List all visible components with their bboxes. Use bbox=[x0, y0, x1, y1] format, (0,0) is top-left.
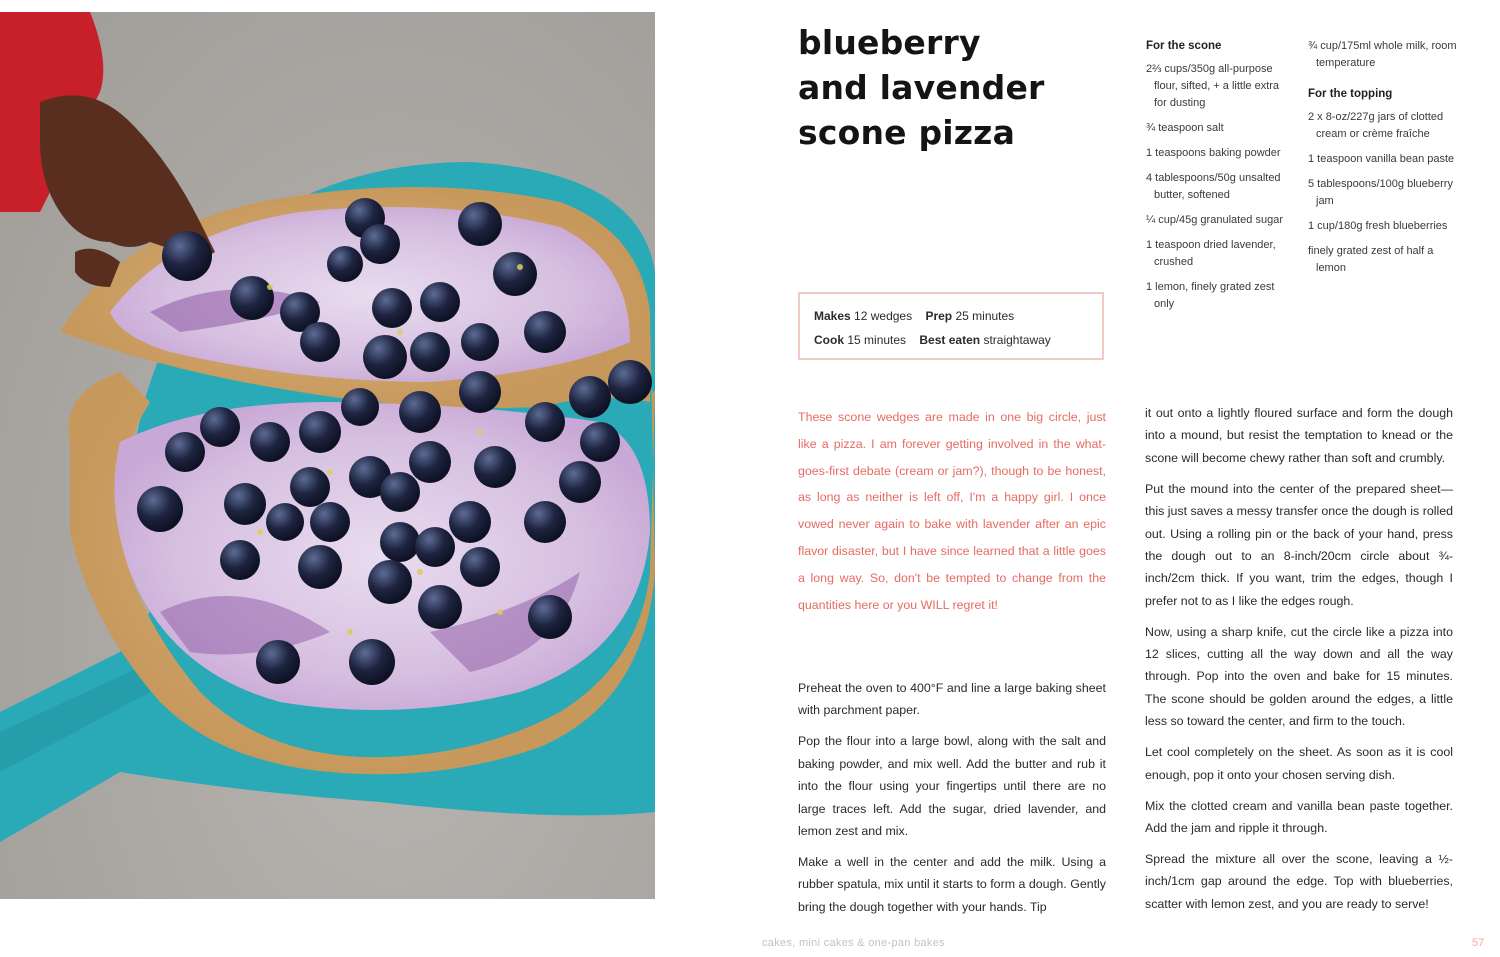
cook-label: Cook bbox=[814, 333, 844, 347]
method-step: it out onto a lightly floured surface and form the dough into a mound, but resist the temptation to knead or the scone will become chewy rather than soft and crumbly. bbox=[1145, 406, 1453, 465]
ingredient-item: 2 x 8-oz/227g jars of clotted cream or crème fraîche bbox=[1308, 111, 1444, 140]
method-step: Mix the clotted cream and vanilla bean paste together. Add the jam and ripple it through. bbox=[1145, 798, 1453, 835]
page-number: 57 bbox=[1472, 937, 1485, 949]
ingredient-item: 4 tablespoons/50g unsalted butter, softened bbox=[1146, 172, 1281, 201]
recipe-title-line-1: blueberry bbox=[798, 23, 981, 62]
method-step: Let cool completely on the sheet. As soon as it is cool enough, pop it onto your chosen serving dish. bbox=[1145, 745, 1453, 782]
running-footer: cakes, mini cakes & one-pan bakes bbox=[762, 937, 945, 949]
recipe-title bbox=[798, 20, 1118, 155]
prep-value: 25 minutes bbox=[955, 309, 1015, 323]
ingredient-item: ¼ cup/45g granulated sugar bbox=[1146, 214, 1283, 226]
ingredients-topping bbox=[1308, 38, 1458, 285]
recipe-title-line-2: and lavender bbox=[798, 68, 1045, 107]
recipe-info-box bbox=[798, 292, 1104, 360]
info-row-2 bbox=[814, 328, 1088, 352]
method-step: Spread the mixture all over the scone, leaving a ½-inch/1cm gap around the edge. Top with blueberries, scatter with lemon zest, and you are ready to serve! bbox=[1145, 851, 1453, 911]
prep-label: Prep bbox=[925, 309, 953, 323]
ingredient-item: 1 cup/180g fresh blueberries bbox=[1308, 220, 1448, 232]
method-step: Put the mound into the center of the prepared sheet—this just saves a messy transfer once the dough is rolled out. Using a rolling pin or the back of your hand, press the dough out to an 8-inch/20cm circle about ¾-inch/2cm thick. If you want, trim the edges, though I prefer not to as I like the edges rough. bbox=[1145, 481, 1453, 608]
ingredient-item: finely grated zest of half a lemon bbox=[1308, 245, 1434, 274]
recipe-intro: These scone wedges are made in one big circle, just like a pizza. I am forever getting involved in the what-goes-first debate (cream or jam?), though to be honest, as long as neither is left off, I'm a happy girl. I once vowed never again to bake with lavender after an epic flavor disaster, but I have since learned that a little goes a long way. So, don't be tempted to change from the quantities here or you WILL regret it! bbox=[798, 410, 1106, 612]
scone-heading: For the scone bbox=[1146, 40, 1222, 52]
topping-heading: For the topping bbox=[1308, 88, 1393, 100]
method-column-left bbox=[798, 677, 1106, 927]
makes-value: 12 wedges bbox=[854, 309, 913, 323]
ingredient-item: ¾ teaspoon salt bbox=[1146, 122, 1224, 134]
method-step: Preheat the oven to 400°F and line a large baking sheet with parchment paper. bbox=[798, 681, 1106, 718]
ingredient-item: 5 tablespoons/100g blueberry jam bbox=[1308, 178, 1453, 207]
ingredients-scone bbox=[1146, 38, 1294, 321]
best-label: Best eaten bbox=[919, 333, 981, 347]
method-step: Make a well in the center and add the milk. Using a rubber spatula, mix until it starts to form a dough. Gently bring the dough together with your hands. Tip bbox=[798, 854, 1106, 914]
recipe-title-line-3: scone pizza bbox=[798, 113, 1016, 152]
ingredient-item: 1 teaspoon dried lavender, crushed bbox=[1146, 239, 1276, 268]
ingredient-item: 1 teaspoon vanilla bean paste bbox=[1308, 153, 1455, 165]
ingredient-item: 1 teaspoons baking powder bbox=[1146, 147, 1281, 159]
method-column-right bbox=[1145, 402, 1453, 924]
ingredient-item: 2⅔ cups/350g all-purpose flour, sifted, + a little extra for dusting bbox=[1146, 63, 1280, 109]
cook-value: 15 minutes bbox=[847, 333, 907, 347]
info-row-1 bbox=[814, 304, 1088, 328]
ingredient-item: ¾ cup/175ml whole milk, room temperature bbox=[1308, 40, 1457, 69]
method-step: Pop the flour into a large bowl, along with the salt and baking powder, and mix well. Add the butter and rub it into the flour using your fingertips until there are no large traces left. Add the sugar, dried lavender, and lemon zest and mix. bbox=[798, 734, 1106, 838]
recipe-photo bbox=[0, 12, 655, 899]
makes-label: Makes bbox=[814, 309, 851, 323]
best-value: straightaway bbox=[983, 333, 1051, 347]
scone-pizza-illustration bbox=[0, 12, 655, 899]
method-step: Now, using a sharp knife, cut the circle like a pizza into 12 slices, cutting all the way down and all the way through. Pop into the oven and bake for 15 minutes. The scone should be golden around the edges, a little less so toward the center, and firm to the touch. bbox=[1145, 624, 1453, 729]
ingredient-item: 1 lemon, finely grated zest only bbox=[1146, 281, 1275, 310]
